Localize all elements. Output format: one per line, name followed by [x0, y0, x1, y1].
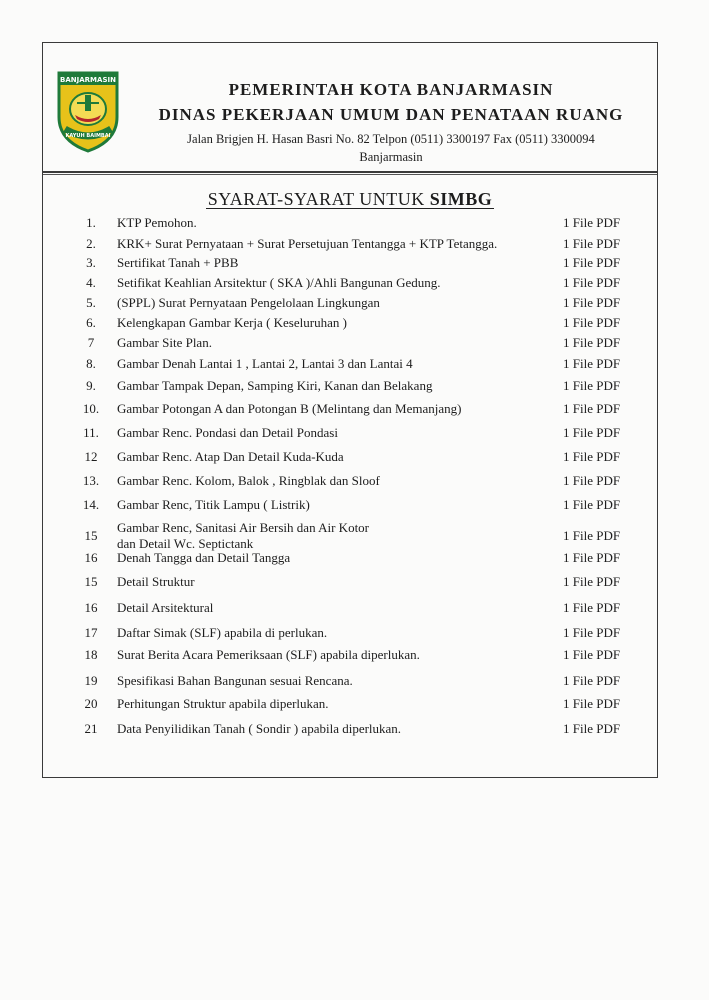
- item-file-requirement: 1 File PDF: [563, 275, 621, 290]
- item-number: 3.: [86, 255, 96, 270]
- item-file-requirement: 1 File PDF: [563, 673, 621, 688]
- item-number: 17: [84, 625, 98, 640]
- item-text: Sertifikat Tanah + PBB: [117, 255, 239, 270]
- item-number: 14.: [82, 497, 100, 512]
- item-text: KTP Pemohon.: [117, 215, 197, 230]
- document-frame: [42, 42, 658, 778]
- item-file-requirement: 1 File PDF: [563, 625, 621, 640]
- item-text: Perhitungan Struktur apabila diperlukan.: [117, 696, 329, 711]
- title-prefix: SYARAT-SYARAT UNTUK: [207, 189, 430, 209]
- item-number: 19: [84, 673, 98, 688]
- item-number: 5.: [86, 295, 96, 310]
- item-text: Gambar Potongan A dan Potongan B (Melintang dan Memanjang): [117, 401, 462, 416]
- item-number: 11.: [83, 425, 99, 440]
- item-number: 10.: [82, 401, 100, 416]
- item-number: 4.: [86, 275, 96, 290]
- item-number: 15: [84, 528, 98, 543]
- item-number: 16: [84, 600, 98, 615]
- item-number: 12: [84, 449, 98, 464]
- item-file-requirement: 1 File PDF: [563, 647, 621, 662]
- item-file-requirement: 1 File PDF: [563, 497, 621, 512]
- item-number: 6.: [86, 315, 96, 330]
- item-number: 7: [87, 335, 95, 350]
- item-number: 1.: [86, 215, 96, 230]
- logo-motto-text: KAYUH BAIMBAI: [65, 133, 111, 139]
- item-text: Detail Arsitektural: [117, 600, 214, 615]
- item-file-requirement: 1 File PDF: [563, 295, 621, 310]
- item-file-requirement: 1 File PDF: [563, 401, 621, 416]
- requirements-list: [43, 43, 657, 777]
- item-file-requirement: 1 File PDF: [563, 315, 621, 330]
- item-number: 20: [84, 696, 98, 711]
- item-text: Gambar Site Plan.: [117, 335, 212, 350]
- item-file-requirement: 1 File PDF: [563, 255, 621, 270]
- item-file-requirement: 1 File PDF: [563, 236, 621, 251]
- item-text: Daftar Simak (SLF) apabila di perlukan.: [117, 625, 328, 640]
- item-text: (SPPL) Surat Pernyataan Pengelolaan Lingkungan: [117, 295, 380, 310]
- item-text: KRK+ Surat Pernyataan + Surat Persetujuan Tentangga + KTP Tetangga.: [117, 236, 498, 251]
- item-text: Surat Berita Acara Pemeriksaan (SLF) apabila diperlukan.: [117, 647, 420, 662]
- item-text: Gambar Renc, Titik Lampu ( Listrik): [117, 497, 310, 512]
- item-file-requirement: 1 File PDF: [563, 215, 621, 230]
- item-file-requirement: 1 File PDF: [563, 356, 621, 371]
- title-bold: SIMBG: [429, 189, 493, 209]
- item-text: Data Penyilidikan Tanah ( Sondir ) apabila diperlukan.: [117, 721, 402, 736]
- item-number: 9.: [86, 378, 96, 393]
- item-number: 2.: [86, 236, 96, 251]
- item-text: Gambar Renc, Sanitasi Air Bersih dan Air Kotor: [117, 520, 370, 535]
- item-number: 18: [84, 647, 98, 662]
- item-text: Gambar Renc. Kolom, Balok , Ringblak dan Sloof: [117, 473, 380, 488]
- item-file-requirement: 1 File PDF: [563, 449, 621, 464]
- item-number: 21: [84, 721, 98, 736]
- item-file-requirement: 1 File PDF: [563, 550, 621, 565]
- item-text: Setifikat Keahlian Arsitektur ( SKA )/Ahli Bangunan Gedung.: [117, 275, 441, 290]
- item-text: Detail Struktur: [117, 574, 195, 589]
- item-file-requirement: 1 File PDF: [563, 600, 621, 615]
- item-file-requirement: 1 File PDF: [563, 574, 621, 589]
- item-file-requirement: 1 File PDF: [563, 335, 621, 350]
- item-text: Kelengkapan Gambar Kerja ( Keseluruhan ): [117, 315, 347, 330]
- logo-top-text: BANJARMASIN: [60, 76, 116, 84]
- item-file-requirement: 1 File PDF: [563, 425, 621, 440]
- department-name: DINAS PEKERJAAN UMUM DAN PENATAAN RUANG: [158, 105, 624, 124]
- item-text-continuation: dan Detail Wc. Septictank: [117, 536, 254, 551]
- item-file-requirement: 1 File PDF: [563, 473, 621, 488]
- item-number: 16: [84, 550, 98, 565]
- item-file-requirement: 1 File PDF: [563, 528, 621, 543]
- item-number: 15: [84, 574, 98, 589]
- item-file-requirement: 1 File PDF: [563, 378, 621, 393]
- city-line: Banjarmasin: [359, 150, 423, 164]
- item-text: Denah Tangga dan Detail Tangga: [117, 550, 291, 565]
- address-line: Jalan Brigjen H. Hasan Basri No. 82 Telpon (0511) 3300197 Fax (0511) 3300094: [187, 132, 595, 146]
- item-number: 13.: [82, 473, 100, 488]
- item-text: Gambar Renc. Atap Dan Detail Kuda-Kuda: [117, 449, 344, 464]
- item-text: Gambar Tampak Depan, Samping Kiri, Kanan dan Belakang: [117, 378, 433, 393]
- item-file-requirement: 1 File PDF: [563, 721, 621, 736]
- item-text: Gambar Denah Lantai 1 , Lantai 2, Lantai 3 dan Lantai 4: [117, 356, 413, 371]
- item-number: 8.: [86, 356, 96, 371]
- item-text: Spesifikasi Bahan Bangunan sesuai Rencana.: [117, 673, 353, 688]
- government-name: PEMERINTAH KOTA BANJARMASIN: [228, 80, 554, 99]
- item-file-requirement: 1 File PDF: [563, 696, 621, 711]
- item-text: Gambar Renc. Pondasi dan Detail Pondasi: [117, 425, 338, 440]
